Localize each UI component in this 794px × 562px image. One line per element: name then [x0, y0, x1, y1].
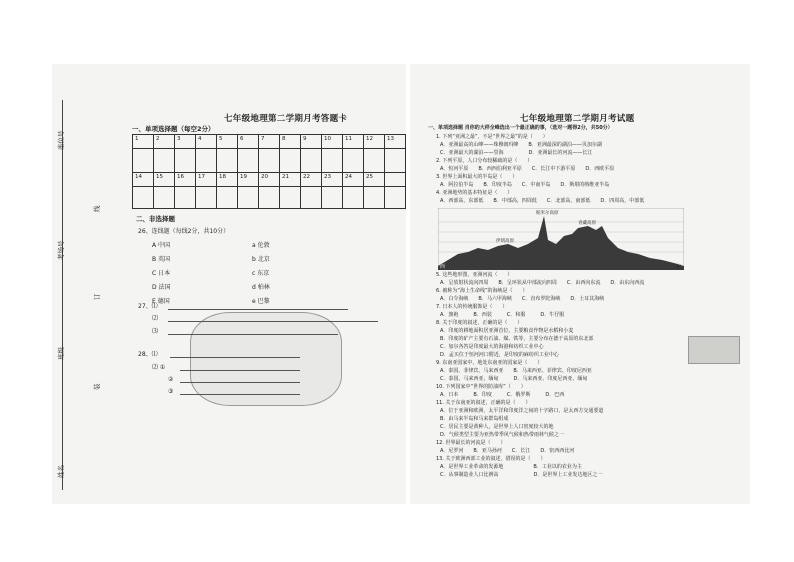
answer-cell[interactable]: 7 — [259, 135, 280, 149]
answer-line[interactable] — [180, 370, 300, 371]
question-line: A．恒河平原 B．西西伯利亚平原 C．长江中下游平原 D．西欧平原 — [440, 166, 615, 172]
answer-line[interactable] — [180, 394, 300, 395]
question-line: A．是世界工业革命的发源地 B．工业以的农业为主 — [440, 464, 582, 470]
question-line: A．日本 B．印度 C．俄罗斯 D．巴西 — [440, 392, 565, 398]
question-line: A．亚洲最高的山峰——珠穆朗玛峰 B．亚洲最深的湖泊——贝加尔湖 — [440, 142, 602, 148]
question-line: C．泰国、马来西亚、缅甸 D．马来西亚、印度尼西亚、缅甸 — [440, 376, 588, 382]
chart-west-label: 西 — [440, 264, 446, 270]
answer-cell[interactable]: 11 — [343, 135, 364, 149]
question-line: 11. 关于东南亚的叙述，正确的是（ ） — [436, 400, 531, 406]
answer-line[interactable] — [168, 321, 378, 322]
q26-label: 26、连线题（每线2分，共10分） — [138, 228, 230, 235]
question-line: B．由马来半岛和马来群岛组成 — [440, 416, 509, 422]
question-line: C．亚洲最大的湖泊——里海 D．亚洲最长的河流——长江 — [440, 150, 593, 156]
question-line: 5. 这些地形图，亚洲河流（ ） — [436, 272, 513, 278]
capital-item: d 柏林 — [252, 284, 270, 291]
question-line: 2. 下列平原，人口分布较稀疏的是（ ） — [436, 158, 533, 164]
question-line: A．旗袍 B．西装 C．和服 D．牛仔服 — [440, 312, 565, 318]
answer-cell[interactable]: 22 — [301, 173, 322, 187]
question-line: 1. 下列“亚洲之最”，不是“世界之最”的是（ ） — [436, 134, 548, 140]
answer-cell[interactable] — [385, 173, 406, 187]
answer-cell[interactable]: 16 — [175, 173, 196, 187]
exam-section1: 一、单项选择题 肖你的大样全峰选出一个最正确的事，（选对一题得2分，共50分） — [428, 125, 613, 131]
capital-item: a 伦敦 — [252, 242, 270, 249]
binding-zhuang-mark: 装 — [93, 383, 101, 390]
exam-no-label: 考场号 — [57, 240, 65, 260]
chart-plateau-label: 伊朗高原 — [496, 239, 514, 244]
binding-line-mark: 线 — [93, 205, 101, 212]
answer-cell[interactable]: 4 — [196, 135, 217, 149]
answer-cell[interactable]: 8 — [280, 135, 301, 149]
question-line: A．泰国、菲律宾、马来西亚 B．马来西亚、菲律宾、印度尼西亚 — [440, 368, 592, 374]
answer-cell[interactable]: 23 — [322, 173, 343, 187]
exam-title: 七年级地理第二学期月考试题 — [520, 114, 635, 124]
question-line: A．阿拉伯半岛 B．印度半岛 C．中南半岛 D．斯堪的纳维亚半岛 — [440, 182, 610, 188]
question-line: C．从事制造业人口比例高 D．是世界上工业发达地区之一 — [440, 472, 603, 478]
question-line: 4. 亚洲地势的基本特征是（ ） — [436, 190, 513, 196]
answer-line[interactable] — [168, 334, 338, 335]
answer-cell[interactable]: 18 — [217, 173, 238, 187]
answer-cell[interactable]: 15 — [154, 173, 175, 187]
q27-part3: ⑶ — [152, 328, 159, 335]
question-line: D．孟买位于恒河河口附近，是印度的麻纺织工业中心 — [440, 352, 559, 358]
country-item: C 日本 — [152, 270, 171, 277]
answer-cell[interactable]: 21 — [280, 173, 301, 187]
question-line: 10. 下列国家中“世界的防油库”（ ） — [436, 384, 526, 390]
answer-cell[interactable]: 10 — [322, 135, 343, 149]
answer-cell[interactable]: 19 — [238, 173, 259, 187]
q27-part2: ⑵ — [152, 315, 159, 322]
class-label: 班级 — [57, 347, 65, 360]
question-line: 13. 关于欧洲西部工业的叙述，错误的是（ ） — [436, 456, 546, 462]
q28-part2: ⑵ ① — [152, 364, 166, 371]
answer-cell[interactable]: 1 — [133, 135, 154, 149]
q28-part4: ③ — [168, 388, 174, 395]
question-line: A．呈放射状流向四周 B．呈环状从中部流向四周 C．由西向东流 D．由东向西流 — [440, 280, 645, 286]
question-line: 8. 关于印度的叙述，正确的是（ ） — [436, 320, 523, 326]
country-item: E 德国 — [152, 298, 170, 305]
answer-line[interactable] — [168, 309, 348, 310]
chart-east-label: 东 — [676, 264, 682, 270]
capital-item: e 巴黎 — [252, 298, 270, 305]
answer-cell[interactable]: 5 — [217, 135, 238, 149]
question-line: 7. 日本人的传统服饰是（ ） — [436, 304, 508, 310]
answer-cell[interactable]: 14 — [133, 173, 154, 187]
answer-cell[interactable]: 24 — [343, 173, 364, 187]
question-line: C．居民主要是黄种人，是世界上人口密度较大的地 — [440, 424, 554, 430]
answer-card-section1: 一、单项选择题（每空2分） — [132, 125, 215, 133]
q28-label: 28、⑴ — [138, 351, 158, 358]
terrain-profile-chart — [438, 208, 684, 270]
answer-cell[interactable]: 6 — [238, 135, 259, 149]
binding-ding-mark: 订 — [93, 293, 101, 300]
illustration-photo — [688, 336, 740, 364]
question-line: A．尼罗河 B．亚马孙河 C．长江 D．密西西比河 — [440, 448, 575, 454]
question-line: 3. 世界上面积最大的半岛是（ ） — [436, 174, 518, 180]
answer-cell[interactable]: 25 — [364, 173, 385, 187]
answer-line[interactable] — [180, 382, 300, 383]
country-item: B 英国 — [152, 256, 171, 263]
answer-grid — [132, 134, 406, 209]
q28-part3: ② — [168, 376, 174, 383]
question-line: A．位于亚洲和欧洲，太平洋和印度洋之间的十字路口，是太西方交通要道 — [440, 408, 604, 414]
binding-line — [62, 100, 63, 490]
world-map-illustration — [190, 312, 342, 406]
capital-item: b 北京 — [252, 256, 270, 263]
question-line: 6. 被称为“海上生命线”的海峡是（ ） — [436, 288, 528, 294]
country-item: D 法国 — [152, 284, 171, 291]
question-line: 12. 世界最长的河流是（ ） — [436, 440, 506, 446]
country-item: A 中国 — [152, 242, 171, 249]
question-line: 9. 东南亚国家中，地处东南亚的国家是（ ） — [436, 360, 543, 366]
answer-cell[interactable]: 20 — [259, 173, 280, 187]
answer-cell[interactable]: 9 — [301, 135, 322, 149]
chart-plateau-label-2: 青藏高原 — [578, 221, 596, 226]
answer-card-title: 七年级地理第二学期月考答题卡 — [224, 114, 348, 124]
question-line: D．气候类型主要为亚热带季风气候和热带雨林气候之一 — [440, 432, 564, 438]
seat-label: 座位号 — [57, 130, 65, 150]
question-line: A．印度的耕地面积居亚洲首位，主要粮食作物是水稻和小麦 — [440, 328, 574, 334]
name-label: 姓名 — [57, 465, 65, 478]
answer-line[interactable] — [170, 357, 300, 358]
q27-label: 27、⑴ — [138, 303, 158, 310]
answer-card-section2: 二、非选择题 — [136, 215, 175, 223]
answer-card-sheet — [52, 64, 406, 504]
question-line: A．西部高，东部低 B．中部高，四周低 C．北部高，南部低 D．四周高，中部低 — [440, 198, 645, 204]
chart-mountain-label: 帕米尔高原 — [536, 211, 559, 216]
answer-cell[interactable]: 3 — [175, 135, 196, 149]
capital-item: c 东京 — [252, 270, 270, 277]
answer-cell[interactable]: 2 — [154, 135, 175, 149]
answer-cell[interactable]: 12 — [364, 135, 385, 149]
answer-cell[interactable]: 17 — [196, 173, 217, 187]
question-line: B．印度的矿产主要有石油、煤、铁等，主要分布在德干高原的东北部 — [440, 336, 594, 342]
question-line: A．白令海峡 B．马六甲海峡 C．直布罗陀海峡 D．土耳其海峡 — [440, 296, 605, 302]
question-line: C．加尔各答是印度最大的海港和纺织工业中心 — [440, 344, 544, 350]
answer-cell[interactable]: 13 — [385, 135, 406, 149]
